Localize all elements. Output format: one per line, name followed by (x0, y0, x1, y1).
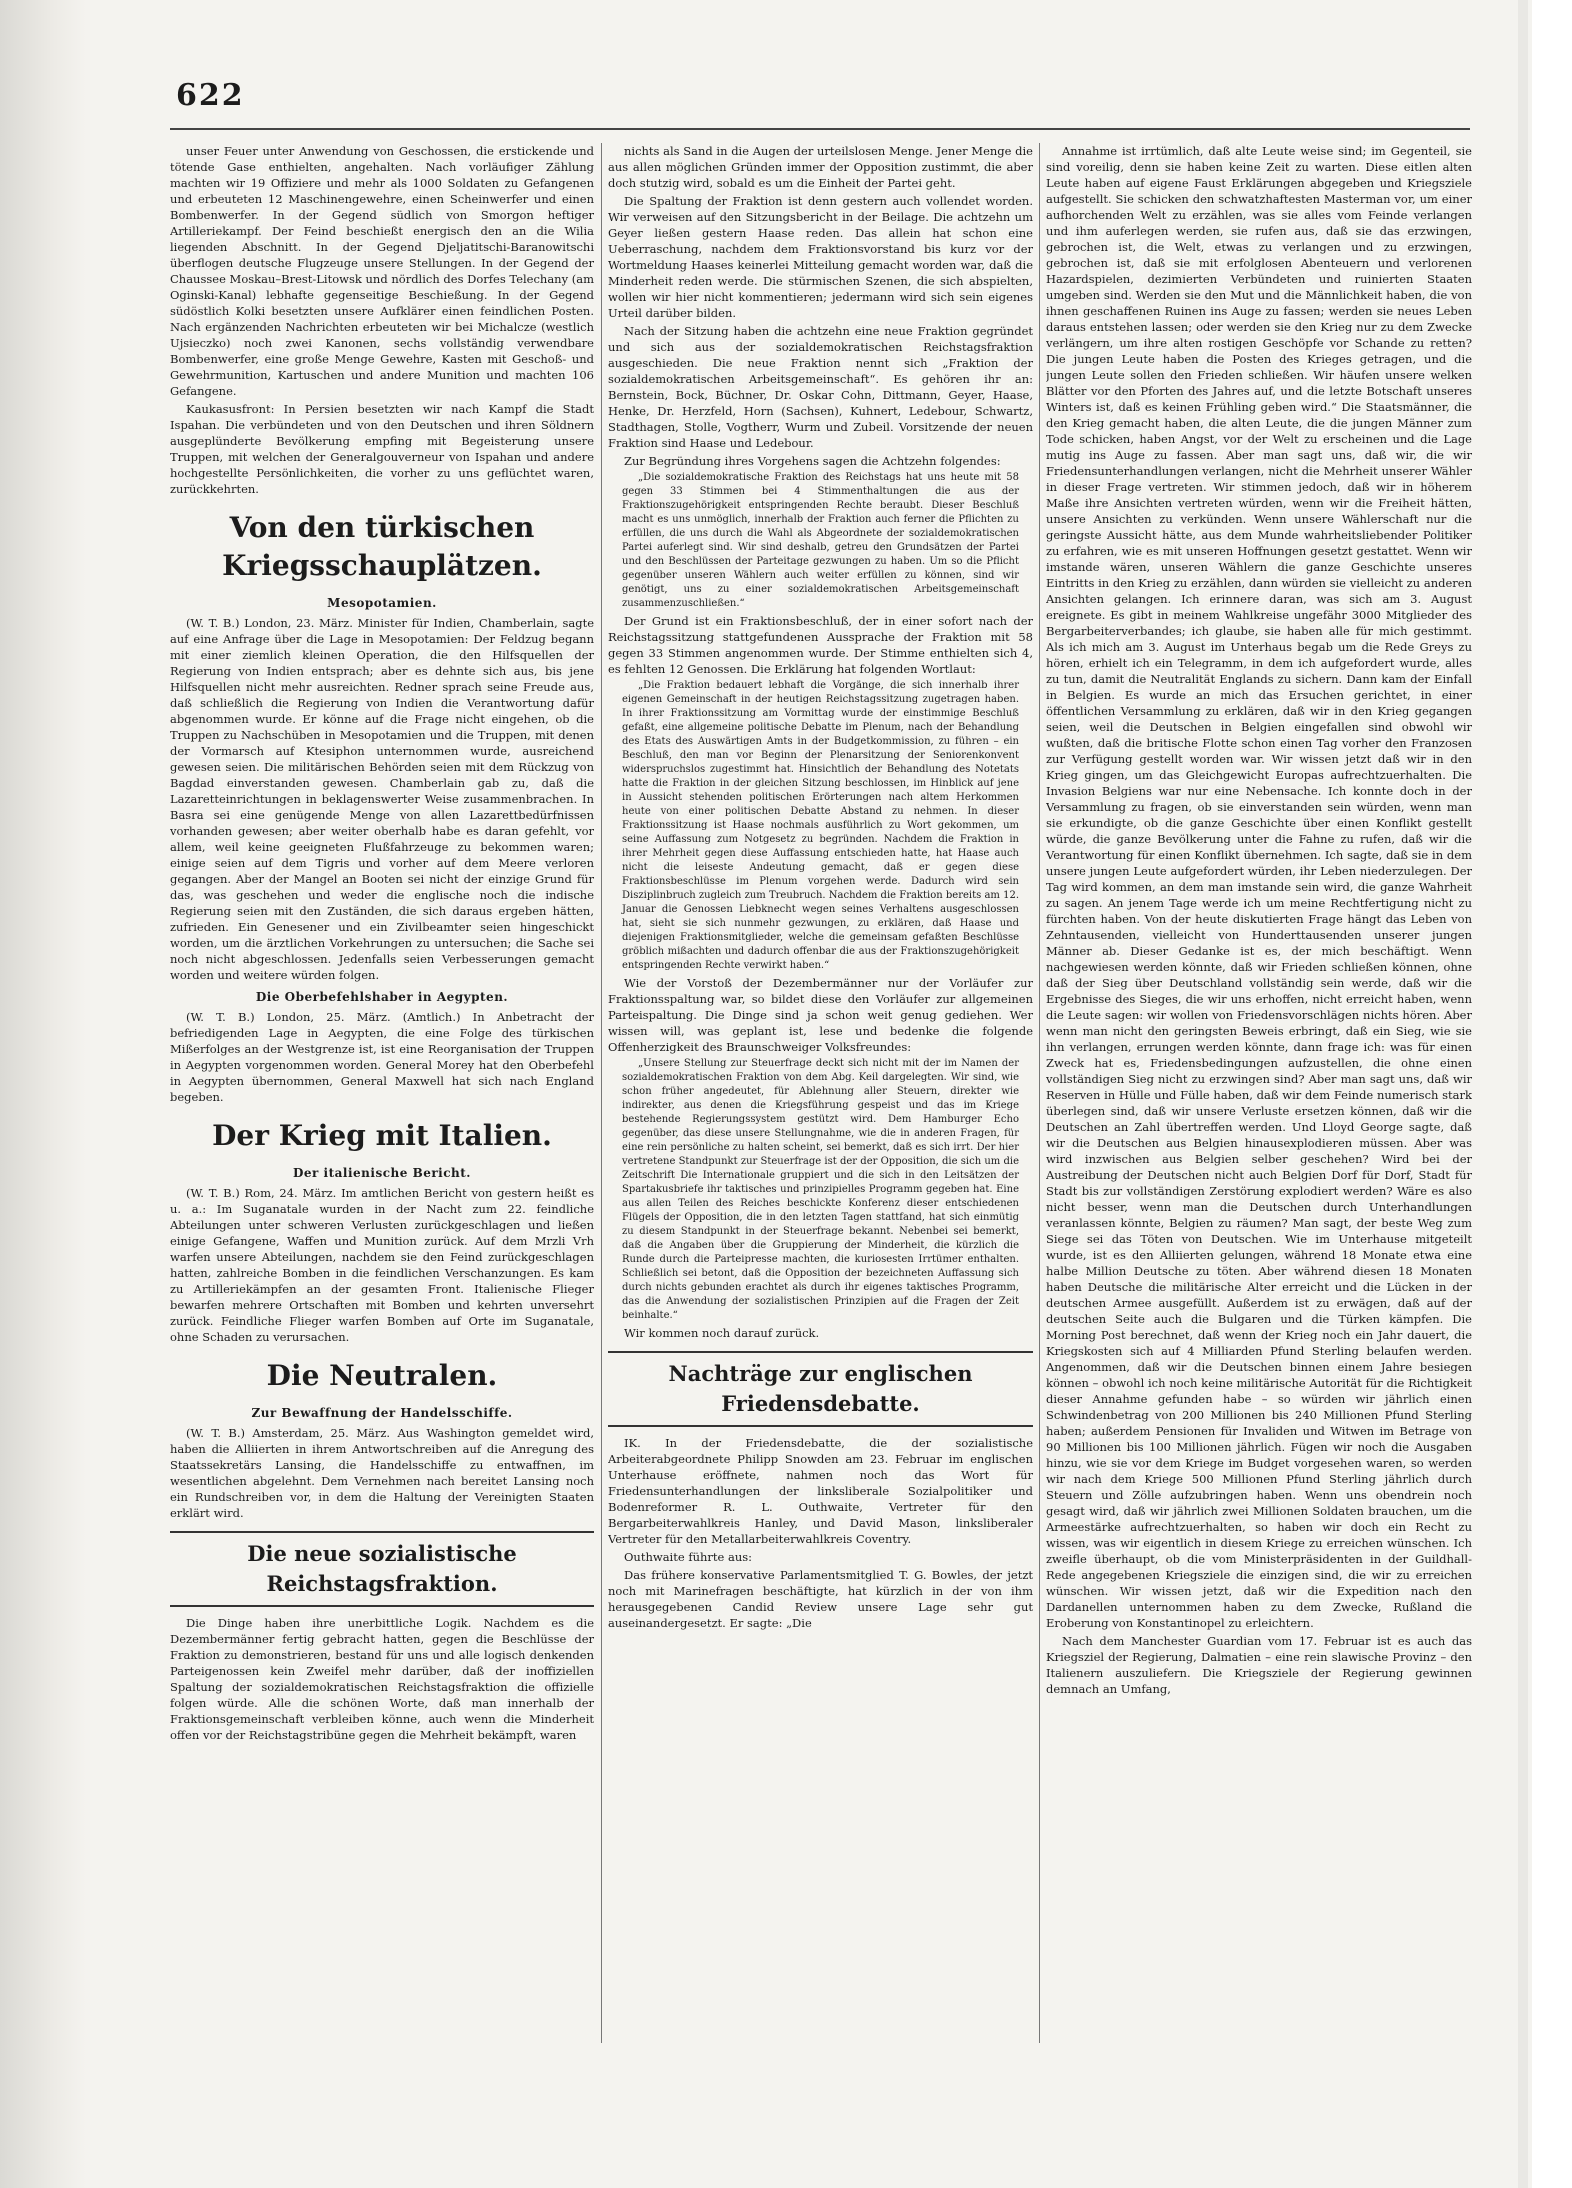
paragraph: Nach der Sitzung haben die achtzehn eine neue Fraktion gegründet und sich aus der sozialdemokratischen Reichstagsfraktion ausgeschieden. Die neue Fraktion nennt sich „Fraktion der sozialdemokratischen Arbeitsgemeinschaft“. Es gehören ihr an: Bernstein, Bock, Büchner, Dr. Oskar Cohn, Dittmann, Geyer, Haase, Henke, Dr. Herzfeld, Horn (Sachsen), Kuhnert, Ledebour, Schwartz, Stadthagen, Stolle, Vogtherr, Wurm und Zubeil. Vorsitzende der neuen Fraktion sind Haase und Ledebour. (608, 324, 1033, 450)
paragraph: IK. In der Friedensdebatte, die der sozialistische Arbeiterabgeordnete Philipp Snowden am 23. Februar im englischen Unterhause eröffnete, nahmen noch das Wort für Friedensunterhandlungen der linksliberale Sozialpolitiker und Bodenreformer R. L. Outhwaite, Vertreter für den Bergarbeiterwahlkreis Hanley, und David Mason, linksliberaler Vertreter für den Metallarbeiterwahlkreis Coventry. (608, 1436, 1033, 1546)
quote-fraction-resolution: „Die Fraktion bedauert lebhaft die Vorgänge, die sich innerhalb ihrer eigenen Gemeinschaft in der heutigen Reichstagssitzung zugetragen haben. In ihrer Fraktionssitzung am Vormittag wurde der einstimmige Beschluß gefaßt, eine allgemeine politische Debatte im Plenum, nach der Behandlung des Etats des Auswärtigen Amts in der Budgetkommission, zu führen – ein Beschluß, den man vor Beginn der Plenarsitzung der Seniorenkonvent widerspruchslos zugestimmt hat. Hinsichtlich der Behandlung des Notetats hatte die Fraktion in der gleichen Sitzung beschlossen, im Hinblick auf jene in Aussicht stehenden politischen Erörterungen nach altem Herkommen heute von einer politischen Debatte Abstand zu nehmen. In dieser Fraktionssitzung ist Haase nochmals ausführlich zu Wort gekommen, um seine Auffassung zum Notgesetz zu begründen. Nachdem die Fraktion in ihrer Mehrheit gegen diese Auffassung entschieden hatte, hat Haase auch nicht die leiseste Andeutung gemacht, daß er gegen diese Fraktionsbeschlüsse im Plenum vorgehen werde. Dadurch wird sein Disziplinbruch zugleich zum Treubruch. Nachdem die Fraktion bereits am 12. Januar die Genossen Liebknecht wegen seines Verhaltens ausgeschlossen hat, sieht sie sich nunmehr gezwungen, zu erklären, daß Haase und diejenigen Fraktionsmitglieder, welche die gemeinsam gefaßten Beschlüsse gröblich mißachten und dadurch offenbar die aus der Fraktionszugehörigkeit entspringenden Rechte verwirkt haben.“ (622, 680, 1019, 971)
paragraph: Wie der Vorstoß der Dezembermänner nur der Vorläufer zur Fraktionsspaltung war, so bildet diese den Vorläufer zur allgemeinen Parteispaltung. Die Dinge sind ja schon weit genug gediehen. Wer wissen will, was geplant ist, lese und bedenke die folgende Offenherzigkeit des Braunschweiger Volksfreundes: (608, 976, 1033, 1054)
column-rule-1 (601, 143, 602, 2043)
header-rule (170, 128, 1470, 130)
headline-peace-debate: Nachträge zur englischen Friedensdebatte. (608, 1351, 1033, 1427)
paragraph: nichts als Sand in die Augen der urteilslosen Menge. Jener Menge die aus allen möglichen Gründen immer der Opposition zustimmt, die aber doch stutzig wird, sobald es um die Einheit der Partei geht. (608, 144, 1033, 190)
column-rule-2 (1039, 143, 1040, 2043)
paragraph: Die Dinge haben ihre unerbittliche Logik. Nachdem es die Dezembermänner fertig gebracht hatten, gegen die Beschlüsse der Fraktion zu demonstrieren, bestand für uns und alle logisch denkenden Parteigenossen kein Zweifel mehr darüber, daß der inoffiziellen Spaltung der sozialdemokratischen Reichstagsfraktion die offizielle folgen würde. Alle die schönen Worte, daß man innerhalb der Fraktionsgemeinschaft verbleiben könne, auch wenn die Minderheit offen vor der Reichstagstribüne gegen die Mehrheit bekämpft, waren (170, 1616, 594, 1742)
paragraph: Der Grund ist ein Fraktionsbeschluß, der in einer sofort nach der Reichstagssitzung stattgefundenen Aussprache der Fraktion mit 58 gegen 33 Stimmen angenommen wurde. Der Stimme enthielten sich 4, es fehlten 12 Genossen. Die Erklärung hat folgenden Wortlaut: (608, 614, 1033, 676)
subhead-merchant-ships: Zur Bewaffnung der Handelsschiffe. (251, 1406, 513, 1420)
paragraph: Zur Begründung ihres Vorgehens sagen die Achtzehn folgendes: (624, 454, 1001, 468)
paragraph: unser Feuer unter Anwendung von Geschossen, die erstickende und tötende Gase enthielten, angehalten. Nach vorläufiger Zählung machten wir 19 Offiziere und mehr als 1000 Soldaten zu Gefangenen und erbeuteten 12 Maschinengewehre, einen Scheinwerfer und einen Bombenwerfer. In der Gegend südlich von Smorgon heftiger Artilleriekampf. Der Feind beschießt energisch den an die Wilia liegenden Abschnitt. In der Gegend Djeljatitschi-Baranowitschi überflogen deutsche Flugzeuge unsere Stellungen. In der Gegend der Chaussee Moskau–Brest-Litowsk und nördlich des Dorfes Telechany (am Oginski-Kanal) lebhafte gegenseitige Beschießung. In der Gegend südöstlich Kolki besetzten unsere Aufklärer einen feindlichen Posten. Nach ergänzenden Nachrichten erbeuteten wir bei Michalcze (westlich Ujsieczko) noch zwei Kanonen, sechs vollständig verwendbare Bombenwerfer, eine große Menge Gewehre, Kasten mit Geschoß- und Gewehrmunition, Kartuschen und andere Munition und machten 106 Gefangene. (170, 144, 594, 398)
column-3 (1046, 143, 1472, 2048)
closing-line: Wir kommen noch darauf zurück. (624, 1326, 820, 1340)
subhead-mesopotamia: Mesopotamien. (327, 596, 437, 610)
paragraph: (W. T. B.) London, 23. März. Minister für Indien, Chamberlain, sagte auf eine Anfrage über die Lage in Mesopotamien: Der Feldzug begann mit einer ziemlich kleinen Operation, die den Hilfsquellen der Regierung von Indien entsprach; aber es dehnte sich aus, bis jene Hilfsquellen nicht mehr ausreichten. Redner sprach seine Freude aus, daß schließlich die Regierung von Indien die Verantwortung dafür abgenommen wurde. Er könne auf die Frage nicht eingehen, ob die Truppen zu Nachschüben in Mesopotamien und die Truppen, mit denen der Vormarsch auf Ktesiphon unternommen wurde, ausreichend gewesen seien. Die militärischen Behörden seien mit dem Rückzug von Bagdad einverstanden gewesen. Chamberlain gab zu, daß die Lazaretteinrichtungen in beklagenswerter Weise zusammenbrachen. In Basra sei eine genügende Menge von allen Lazarettbedürfnissen vorhanden gewesen; aber weiter oberhalb habe es daran gefehlt, vor allem, weil keine geeigneten Flußfahrzeuge zu bekommen waren; einige seien auf dem Tigris und vorher auf dem Meere verloren gegangen. Aber der Mangel an Booten sei nicht der einzige Grund für das, was geschehen und weder die englische noch die indische Regierung seien mit den Zuständen, die sich daraus ergeben hätten, zufrieden. Ein Genesener und ein Zivilbeamter seien hingeschickt worden, um die ärztlichen Vorkehrungen zu untersuchen; die Sache sei noch nicht abgeschlossen. Jedenfalls seien Verbesserungen gemacht worden und weitere würden folgen. (170, 616, 594, 982)
headline-neutrals: Die Neutralen. (266, 1359, 498, 1392)
column-2 (608, 143, 1033, 2048)
page-edge-gap (1518, 0, 1528, 2188)
page-margin-right (1532, 0, 1572, 2188)
binding-shadow (0, 0, 86, 2188)
paragraph: Annahme ist irrtümlich, daß alte Leute weise sind; im Gegenteil, sie sind voreilig, denn sie haben keine Zeit zu warten. Diese eitlen alten Leute haben auf eigene Faust Erklärungen abgegeben und Kriegsziele aufgestellt. Sie schicken den schwatzhaftesten Masterman vor, um einer aufhorchenden Welt zu erzählen, was sie alles vom Feinde verlangen und ihm auferlegen werden, sie rufen aus, daß sie das erzwingen, gebrochen ist, die Welt, etwas zu verlangen und zu erzwingen, gebrochen ist, daß sie mit erfolglosen Abenteuern und verlorenen Hazardspielen, dezimierten Verbündeten und ruinierten Staaten umgeben sind. Werden sie den Mut und die Männlichkeit haben, die von ihnen geschaffenen Ruinen ins Auge zu fassen; werden sie neues Leben daraus entstehen lassen; oder werden sie den Krieg nur zu dem Zwecke verlängern, um ihre alten rostigen Geschöpfe vor Schande zu retten? Die jungen Leute haben die Posten des Krieges getragen, und die jungen Leute sollen den Frieden schließen. Wir häufen unsere welken Blätter vor den Pforten des Jahres auf, und die letzte Botschaft unseres Winters ist, daß es keinen Frühling geben wird.“ Die Staatsmänner, die den Krieg gemacht haben, die alten Leute, die die jungen Männer zum Tode schicken, haben Angst, vor der Welt zu erscheinen und die Lage mutig ins Auge zu fassen. Aber man sagt uns, daß wir, die wir Friedensunterhandlungen verlangen, nicht die Mehrheit unserer Wähler in dieser Frage vertreten. Wir stimmen jedoch, daß wir in höherem Maße ihre Ansichten vertreten würden, wenn wir die Freiheit hätten, unsere Ansichten zu verkünden. Wenn unsere Wählerschaft nur die geringste Aussicht hätte, aus dem Munde wahrheitsliebender Politiker zu erfahren, wie es mit unseren Hoffnungen gesetzt gestattet. Wenn wir imstande wären, unseren Wählern die ganze Geschichte unseres Eintritts in den Krieg zu erzählen, dann würden sie vielleicht zu anderen Ansichten gelangen. Ich erinnere daran, was sich am 3. August ereignete. Es gibt in meinem Wahlkreise ungefähr 3000 Mitglieder des Bergarbeiterverbandes; ich glaube, sie haben alle für mich gestimmt. Als ich mich am 3. August im Unterhaus begab um die Rede Greys zu hören, erhielt ich ein Telegramm, in dem ich aufgefordert wurde, alles zu tun, damit die Neutralität Englands zu sichern. Dann kam der Einfall in Belgien. Es wurde an mich das Ersuchen gerichtet, in einer öffentlichen Versammlung zu erklären, daß wir in den Krieg gegangen seien, weil die Deutschen in Belgien eingefallen sind obwohl wir wußten, daß die britische Flotte schon einen Tag vorher den Franzosen zur Verfügung gestellt worden war. Wir wissen jetzt daß wir in den Krieg gingen, um das Gleichgewicht Europas aufrechtzuerhalten. Die Invasion Belgiens war nur eine Nebensache. Ich konnte doch in der Versammlung zu fragen, ob sie einverstanden sein würden, wenn man sie erkundigte, ob die ganze Geschichte über einen Konflikt gestellt würde, die ganze Bevölkerung unter die Fahne zu rufen, daß wir die Verantwortung für einen Konflikt übernehmen. Ich sagte, daß sie in dem unsere jungen Leute aufgefordert würden, ihr Leben niederzulegen. Der Tag wird kommen, an dem man imstande sein wird, die ganze Wahrheit zu sagen. An jenem Tage werde ich um meine Rechtfertigung nicht zu fürchten haben. Von der heute diskutierten Frage hängt das Leben von Zehntausenden, vielleicht von Hunderttausenden unserer jungen Männer ab. Dieser Gedanke ist es, der mich beschäftigt. Wenn nachgewiesen werden könnte, daß wir Frieden schließen können, ohne daß der Sieg über Deutschland vollständig sein werde, daß wir die Ergebnisse des Sieges, die wir uns erhoffen, nicht erreicht haben, wenn die Leute sagen: wir wollen von Friedensvorschlägen nichts hören. Aber wenn man nicht den geringsten Beweis erbringt, daß ein Sieg, wie sie ihn verlangen, errungen werden könnte, dann frage ich: was für einen Zweck hat es, Friedensbedingungen aufzustellen, die ohne einen vollständigen Sieg nicht zu erzwingen sind? Aber man sagt uns, daß wir Reserven in Hülle und Fülle haben, daß wir dem Feinde numerisch stark überlegen sind, daß wir unsere Verluste ersetzen können, daß wir die Deutschen an Zahl übertreffen werden. Und Lloyd George sagte, daß wir die Deutschen aus Belgien hinausexplodieren müssen. Aber was wird inzwischen aus Belgien selber geschehen? Wird bei der Austreibung der Deutschen nicht auch Belgien Dorf für Dorf, Stadt für Stadt bis zur vollständigen Zerstörung explodiert werden? Wäre es also nicht besser, wenn man die Deutschen durch Unterhandlungen veranlassen könnte, Belgien zu räumen? Man sagt, der beste Weg zum Siege sei das Töten von Deutschen. Wie im Unterhause mitgeteilt wurde, ist es den Alliierten gelungen, während 18 Monate etwa eine halbe Million Deutsche zu töten. Aber während diesen 18 Monaten haben Deutsche die militärische Alter erreicht und die Lücken in der deutschen Armee ausgefüllt. Außerdem ist zu erwägen, daß auf der deutschen Seite auch die Bulgaren und die Türken kämpfen. Die Morning Post berechnet, daß wenn der Krieg noch ein Jahr dauert, die Kriegskosten sich auf 4 Milliarden Pfund Sterling belaufen werden. Angenommen, daß wir die Deutschen binnen einem Jahre besiegen können – obwohl ich noch keine militärische Autorität für die Richtigkeit dieser Annahme gefunden habe – so würden wir jährlich einen Schwindenbetrag von 200 Millionen bis 240 Millionen Pfund Sterling haben; außerdem Pensionen für Invaliden und Witwen im Betrage von 90 Millionen bis 100 Millionen jährlich. Fügen wir noch die Ausgaben hinzu, wie sie vor dem Kriege im Budget vorgesehen waren, so werden wir nach dem Kriege 500 Millionen Pfund Sterling jährlich durch Steuern und Zölle aufzubringen haben. Wenn uns obendrein noch gesagt wird, daß wir jährlich zwei Millionen Soldaten brauchen, um die Armeestärke aufrechtzuerhalten, so haben wir doch ein Recht zu wissen, was wir eigentlich in diesem Kriege zu erreichen wünschen. Ich zweifle überhaupt, ob die vom Ministerpräsidenten in der Guildhall-Rede angegebenen Kriegsziele die einzigen sind, die wir zu erreichen wünschen. Wir wissen jetzt, daß wir die Expedition nach den Dardanellen unternommen haben zu dem Zwecke, Rußland die Eroberung von Konstantinopel zu erleichtern. (1046, 144, 1472, 1630)
quote-statement-18: „Die sozialdemokratische Fraktion des Reichstags hat uns heute mit 58 gegen 33 Stimmen bei 4 Stimmenthaltungen die aus der Fraktionszugehörigkeit entspringenden Rechte beraubt. Dieser Beschluß macht es uns unmöglich, innerhalb der Fraktion auch ferner die Pflichten zu erfüllen, die uns durch die Wahl als Abgeordnete der sozialdemokratischen Partei auferlegt sind. Wir sind deshalb, getreu den Grundsätzen der Partei und den Beschlüssen der Parteitage gezwungen zu haben. Um so die Pflicht gegenüber unseren Wählern auch weiter erfüllen zu können, sind wir genötigt, uns zu einer sozialdemokratischen Arbeitsgemeinschaft zusammenzuschließen.“ (622, 472, 1019, 609)
paragraph: (W. T. B.) London, 25. März. (Amtlich.) In Anbetracht der befriedigenden Lage in Aegypten, die eine Folge des türkischen Mißerfolges an der Westgrenze ist, ist eine Reorganisation der Truppen in Aegypten vorgenommen worden. General Morey hat den Oberbefehl in Aegypten übernommen, General Maxwell hat sich nach England begeben. (170, 1010, 594, 1104)
paragraph: Kaukasusfront: In Persien besetzten wir nach Kampf die Stadt Ispahan. Die verbündeten und von den Deutschen und ihren Söldnern ausgeplünderte Bevölkerung empfing mit Begeisterung unsere Truppen, mit welchen der Generalgouverneur von Ispahan und andere hochgestellte Persönlichkeiten, die vorher zu uns geflüchtet waren, zurückkehrten. (170, 402, 594, 496)
headline-turkish-fronts: Von den türkischen Kriegsschauplätzen. (222, 511, 542, 582)
paragraph: (W. T. B.) Rom, 24. März. Im amtlichen Bericht von gestern heißt es u. a.: Im Suganatale wurden in der Nacht zum 22. feindliche Abteilungen unter schweren Verlusten zurückgeschlagen und ließen einige Gefangene, Waffen und Munition zurück. Auf dem Mrzli Vrh warfen unsere Abteilungen, nachdem sie den Feind zurückgeschlagen hatten, zahlreiche Bomben in die feindlichen Verschanzungen. Es kam zu Artilleriekämpfen an der gesamten Front. Italienische Flieger bewarfen mehrere Ortschaften mit Bomben und kehrten unversehrt zurück. Feindliche Flieger warfen Bomben auf Orte im Suganatale, ohne Schaden zu verursachen. (170, 1186, 594, 1344)
subhead-italian-report: Der italienische Bericht. (293, 1166, 471, 1180)
column-1 (170, 143, 594, 2048)
paragraph: (W. T. B.) Amsterdam, 25. März. Aus Washington gemeldet wird, haben die Alliierten in ihrem Antwortschreiben auf die Anregung des Staatssekretärs Lansing, die Handelsschiffe zu entwaffnen, im wesentlichen abgelehnt. Dem Vernehmen nach bereitet Lansing noch ein Rundschreiben vor, in dem die Haltung der Vereinigten Staaten erklärt wird. (170, 1426, 594, 1520)
page-number: 622 (176, 78, 245, 113)
paragraph: Die Spaltung der Fraktion ist denn gestern auch vollendet worden. Wir verweisen auf den Sitzungsbericht in der Beilage. Die achtzehn um Geyer ließen gestern Haase reden. Das allein hat schon eine Ueberraschung, nachdem dem Fraktionsvorstand bis kurz vor der Wortmeldung Haases keinerlei Mitteilung gemacht worden war, daß die Minderheit reden werde. Die stürmischen Szenen, die sich abspielten, wollen wir hier nicht kommentieren; jedermann wird sich sein eigenes Urteil darüber bilden. (608, 194, 1033, 320)
paragraph: Outhwaite führte aus: (624, 1550, 753, 1564)
headline-italy: Der Krieg mit Italien. (212, 1119, 552, 1152)
paragraph: Nach dem Manchester Guardian vom 17. Februar ist es auch das Kriegsziel der Regierung, Dalmatien – eine rein slawische Provinz – den Italienern auszuliefern. Die Kriegsziele der Regierung gewinnen demnach an Umfang, (1046, 1634, 1472, 1696)
quote-volksfreund: „Unsere Stellung zur Steuerfrage deckt sich nicht mit der im Namen der sozialdemokratischen Fraktion von dem Abg. Keil dargelegten. Wir sind, wie schon früher angedeutet, für Ablehnung aller Steuern, direkter wie indirekter, aus denen die Kriegsführung gespeist und das im Kriege bestehende Regierungssystem gestützt wird. Dem Hamburger Echo gegenüber, das diese unsere Stellungnahme, wie die in anderen Fragen, für eine rein persönliche zu halten scheint, sei bemerkt, daß es sich irrt. Der hier vertretene Standpunkt zur Steuerfrage ist der der Opposition, die sich um die Zeitschrift Die Internationale gruppiert und die sich in den Leitsätzen der Spartakusbriefe ihr taktisches und prinzipielles Programm gegeben hat. Eine aus allen Teilen des Reiches beschickte Konferenz dieser entschiedenen Flügels der Opposition, die in den letzten Tagen stattfand, hat sich einmütig zu diesem Standpunkt in der Steuerfrage bekannt. Nebenbei sei bemerkt, daß die Angaben über die Gruppierung der Minderheit, die kürzlich die Runde durch die Parteipresse machten, die kuriosesten Irrtümer enthalten. Schließlich sei betont, daß die Opposition der bezeichneten Auffassung sich durch nichts gebunden erachtet als durch ihr eigenes taktisches Programm, das die Anwendung der sozialistischen Prinzipien auf die Fragen der Zeit beinhalte.“ (622, 1058, 1019, 1321)
headline-new-fraction: Die neue sozialistische Reichstagsfraktion. (170, 1531, 594, 1607)
subhead-egypt: Die Oberbefehlshaber in Aegypten. (255, 990, 509, 1004)
paragraph: Das frühere konservative Parlamentsmitglied T. G. Bowles, der jetzt noch mit Marinefragen beschäftigte, hat kürzlich in der von ihm herausgegebenen Candid Review unsere Lage sehr gut auseinandergesetzt. Er sagte: „Die (608, 1568, 1033, 1630)
